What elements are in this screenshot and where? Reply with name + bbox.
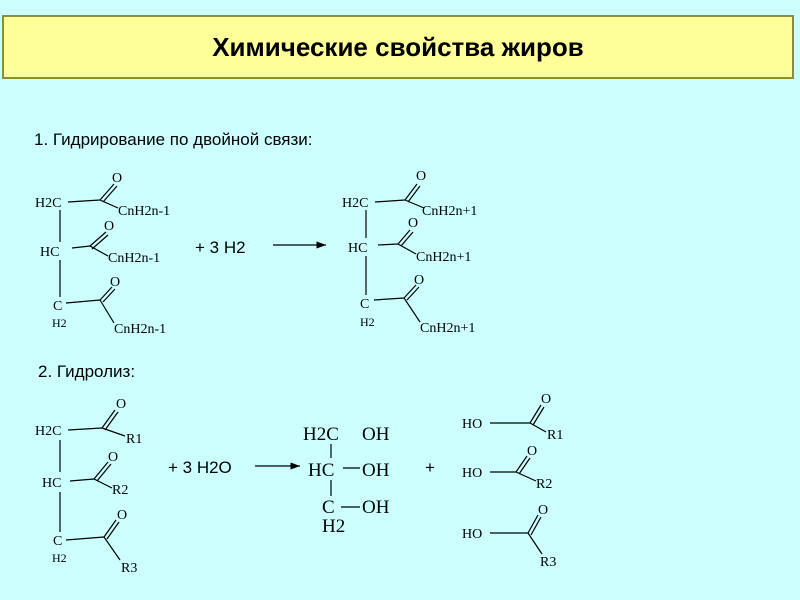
product-chain-3: CnH2n+1 — [420, 321, 476, 336]
glycerol-carbon-3-h: H2 — [322, 516, 346, 537]
glycerol-carbon-2: HC — [308, 460, 335, 481]
acid-group-2: R2 — [536, 477, 553, 492]
hydrolysis-ester — [35, 397, 142, 576]
glycerol-oh-3: OH — [362, 497, 390, 518]
product-carbon-1: H2C — [342, 196, 369, 211]
glycerol-oh-2: OH — [362, 460, 390, 481]
glycerol-carbon-3: C — [322, 497, 335, 518]
ester-group-3: R3 — [121, 561, 138, 576]
acid-ho-3: HO — [462, 527, 483, 542]
ester-group-2: R2 — [112, 483, 129, 498]
product-chain-2: CnH2n+1 — [416, 250, 472, 265]
fatty-acids — [462, 392, 563, 570]
product-carbon-3: C — [360, 297, 370, 312]
glycerol-oh-1: OH — [362, 424, 390, 445]
acid-group-1: R1 — [547, 428, 564, 443]
reactant-carbon-2: HC — [40, 245, 60, 260]
ester-oxygen-2: O — [108, 450, 119, 465]
ester-carbon-3: C — [53, 534, 63, 549]
acid-ho-1: HO — [462, 417, 483, 432]
ester-group-1: R1 — [126, 432, 143, 447]
glycerol-carbon-1: H2C — [303, 424, 339, 445]
page-title: Химические свойства жиров — [212, 31, 584, 62]
reactant-carbon-3: C — [53, 299, 63, 314]
product-carbon-3-h: H2 — [360, 315, 375, 329]
product-triglyceride — [342, 169, 477, 336]
reactant-chain-2: CnH2n-1 — [108, 251, 161, 266]
plus-sign: + — [425, 458, 435, 477]
ester-carbon-2: HC — [42, 476, 62, 491]
acid-oxygen-1: O — [541, 392, 552, 407]
ester-carbon-1: H2C — [35, 424, 62, 439]
reactant-triglyceride — [35, 171, 170, 337]
reactant-carbon-1: H2C — [35, 196, 62, 211]
reagent-hydrogen: + 3 H2 — [195, 238, 246, 257]
product-chain-1: CnH2n+1 — [422, 204, 478, 219]
acid-oxygen-3: O — [538, 503, 549, 518]
product-oxygen-2: O — [408, 216, 419, 231]
ester-carbon-3-h: H2 — [52, 551, 67, 565]
acid-ho-2: HO — [462, 466, 483, 481]
acid-group-3: R3 — [540, 555, 557, 570]
product-oxygen-1: O — [416, 169, 427, 184]
ester-oxygen-1: O — [116, 397, 127, 412]
reactant-oxygen-2: O — [104, 219, 115, 234]
reactant-oxygen-3: O — [110, 275, 121, 290]
section-heading-hydrogenation: 1. Гидрирование по двойной связи: — [34, 130, 313, 149]
reactant-oxygen-1: O — [112, 171, 123, 186]
acid-oxygen-2: O — [527, 444, 538, 459]
section-heading-hydrolysis: 2. Гидролиз: — [38, 362, 136, 381]
reactant-chain-1: CnH2n-1 — [118, 204, 171, 219]
product-oxygen-3: O — [414, 273, 425, 288]
reagent-water: + 3 H2O — [168, 458, 232, 477]
ester-oxygen-3: O — [117, 508, 128, 523]
glycerol — [303, 424, 390, 537]
reactant-carbon-3-h: H2 — [52, 316, 67, 330]
product-carbon-2: HC — [348, 241, 368, 256]
reactant-chain-3: CnH2n-1 — [114, 322, 167, 337]
